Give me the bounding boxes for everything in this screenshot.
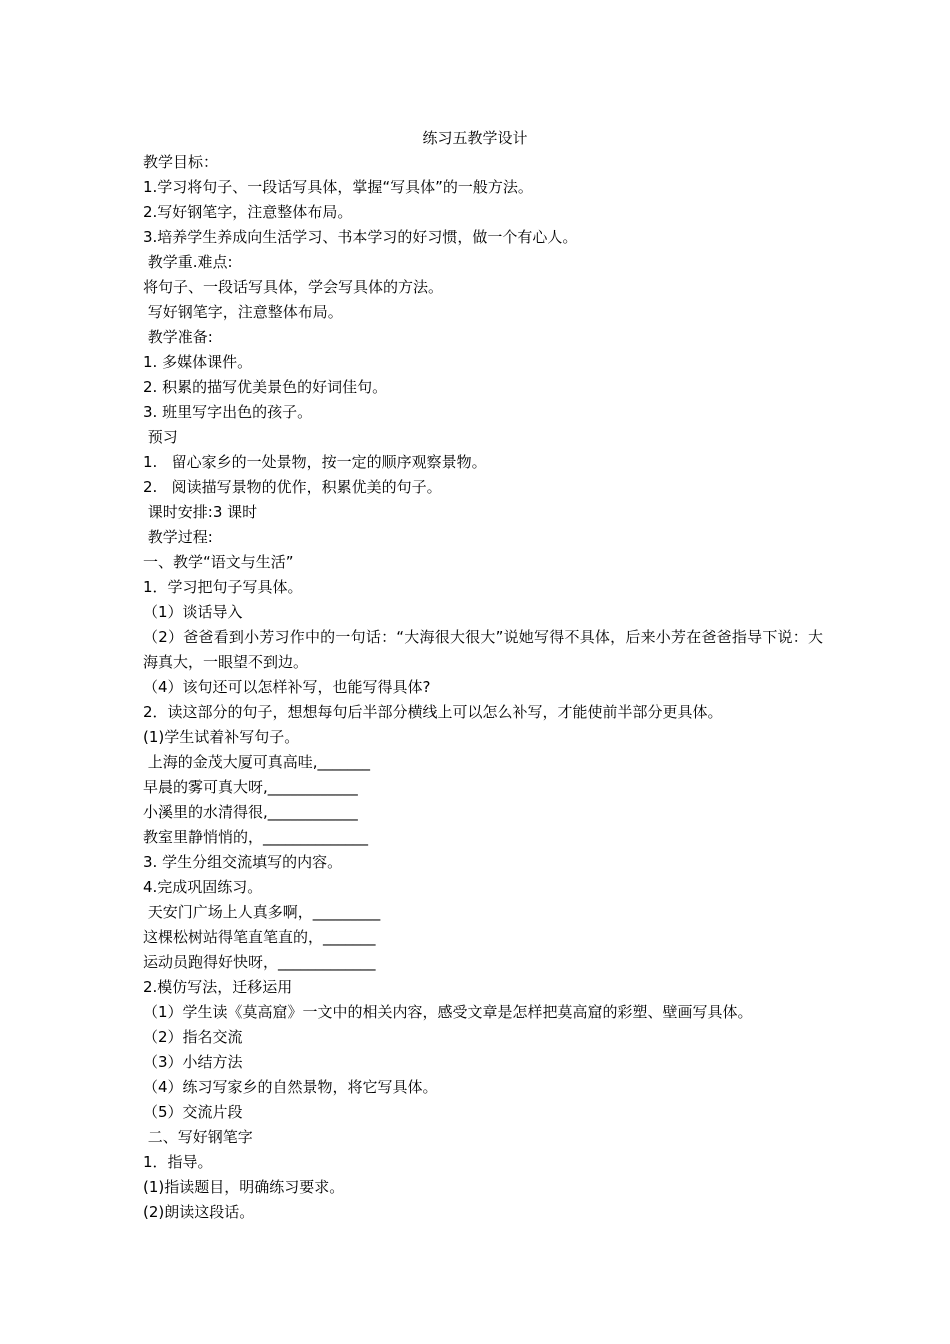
schedule-line: 课时安排:3 课时 (143, 503, 258, 521)
exercise-sentence: 小溪里的水清得很,____________ (143, 803, 358, 821)
step-item: 1．指导。 (143, 1153, 213, 1171)
preview-item: 1. 留心家乡的一处景物，按一定的顺序观察景物。 (143, 453, 487, 471)
part-heading: 一、教学“语文与生活” (143, 553, 294, 571)
preparation-item: 3. 班里写字出色的孩子。 (143, 403, 313, 421)
section-heading-process: 教学过程: (143, 528, 213, 546)
section-heading-key-points: 教学重.难点: (143, 253, 233, 271)
key-point-item: 将句子、一段话写具体，学会写具体的方法。 (143, 278, 444, 296)
sub-step-item: （2）爸爸看到小芳习作中的一句话：“大海很大很大”说她写得不具体，后来小芳在爸爸指导下说：大海真大，一眼望不到边。 (143, 628, 823, 671)
section-heading-preparation: 教学准备: (143, 328, 213, 346)
objective-item: 3.培养学生养成向生活学习、书本学习的好习惯，做一个有心人。 (143, 228, 578, 246)
preview-item: 2. 阅读描写景物的优作，积累优美的句子。 (143, 478, 442, 496)
exercise-sentence: 上海的金茂大厦可真高哇,_______ (143, 753, 371, 771)
step-item: 2．读这部分的句子，想想每句后半部分横线上可以怎么补写，才能使前半部分更具体。 (143, 703, 723, 721)
sub-step-item: (1)学生试着补写句子。 (143, 728, 300, 746)
sub-step-item: （3）小结方法 (143, 1053, 243, 1071)
sub-step-item: （1）学生读《莫高窟》一文中的相关内容，感受文章是怎样把莫高窟的彩塑、壁画写具体。 (143, 1003, 753, 1021)
section-heading-preview: 预习 (143, 428, 178, 446)
exercise-sentence: 教室里静悄悄的，______________ (143, 828, 369, 846)
step-item: 4.完成巩固练习。 (143, 878, 263, 896)
preparation-item: 2. 积累的描写优美景色的好词佳句。 (143, 378, 388, 396)
objective-item: 1.学习将句子、一段话写具体，掌握“写具体”的一般方法。 (143, 178, 533, 196)
sub-step-item: (2)朗读这段话。 (143, 1203, 255, 1221)
document-title: 练习五教学设计 (422, 129, 528, 147)
exercise-sentence: 运动员跑得好快呀，_____________ (143, 953, 376, 971)
key-point-item: 写好钢笔字，注意整体布局。 (143, 303, 343, 321)
exercise-sentence: 早晨的雾可真大呀,____________ (143, 778, 358, 796)
section-heading-objectives: 教学目标： (143, 153, 219, 171)
step-item: 1．学习把句子写具体。 (143, 578, 303, 596)
exercise-sentence: 天安门广场上人真多啊，_________ (143, 903, 381, 921)
objective-item: 2.写好钢笔字，注意整体布局。 (143, 203, 353, 221)
sub-step-item: （2）指名交流 (143, 1028, 243, 1046)
step-item: 3. 学生分组交流填写的内容。 (143, 853, 343, 871)
sub-step-item: （5）交流片段 (143, 1103, 243, 1121)
sub-step-item: （1）谈话导入 (143, 603, 243, 621)
document-body (143, 150, 823, 1225)
sub-step-item: （4）练习写家乡的自然景物，将它写具体。 (143, 1078, 438, 1096)
sub-step-item: （4）该句还可以怎样补写，也能写得具体? (143, 678, 431, 696)
sub-step-item: (1)指读题目，明确练习要求。 (143, 1178, 345, 1196)
step-item: 2.模仿写法，迁移运用 (143, 978, 293, 996)
exercise-sentence: 这棵松树站得笔直笔直的，_______ (143, 928, 376, 946)
preparation-item: 1. 多媒体课件。 (143, 353, 253, 371)
part-heading: 二、写好钢笔字 (143, 1128, 253, 1146)
